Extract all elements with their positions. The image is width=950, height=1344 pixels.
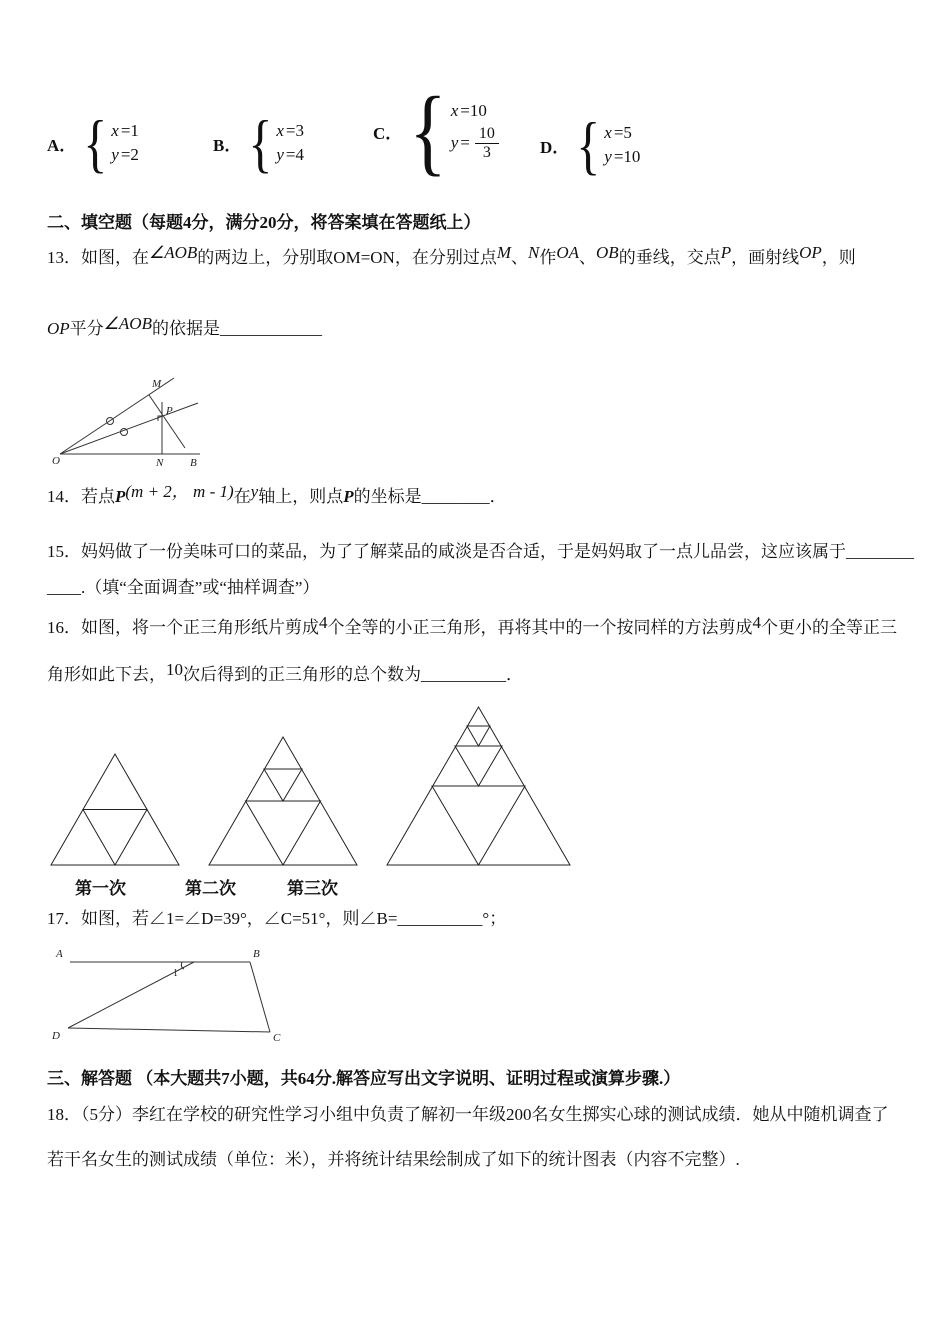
option-d-label: D． bbox=[540, 137, 570, 157]
text-segment: y bbox=[250, 482, 259, 501]
text-segment: OP bbox=[47, 319, 70, 338]
math-var: x bbox=[111, 121, 119, 140]
label-third-cut: 第三次 bbox=[287, 879, 338, 898]
option-b-equations bbox=[276, 121, 304, 165]
fraction-numerator: 10 bbox=[475, 125, 499, 144]
label-B: B bbox=[190, 457, 197, 468]
text-segment: 角形如此下去， bbox=[47, 665, 166, 684]
fraction bbox=[475, 125, 499, 161]
label-M: M bbox=[152, 378, 162, 390]
label-P: P bbox=[166, 405, 173, 417]
text-segment: M bbox=[496, 243, 512, 262]
triangle-cut-2 bbox=[208, 736, 358, 866]
math-var: y bbox=[111, 145, 119, 164]
triangle-cut-1 bbox=[50, 753, 180, 866]
equation bbox=[276, 121, 304, 141]
text-segment: 次后得到的正三角形的总个数为__________． bbox=[183, 665, 523, 684]
option-d bbox=[540, 108, 641, 182]
option-b bbox=[213, 106, 304, 180]
label-N: N bbox=[156, 457, 164, 468]
math-rest: = bbox=[460, 133, 470, 152]
math-var: x bbox=[450, 100, 459, 120]
equation bbox=[276, 145, 304, 165]
text-segment: P bbox=[720, 243, 732, 262]
text-segment: P bbox=[343, 487, 354, 506]
math-rest: =10 bbox=[613, 147, 641, 166]
text-segment: P bbox=[115, 487, 126, 506]
text-segment: 、 bbox=[511, 248, 529, 267]
math-rest: =1 bbox=[120, 121, 139, 140]
text-segment: 13．如图，在 bbox=[47, 248, 149, 267]
label-O: O bbox=[52, 455, 60, 467]
text-segment: 、 bbox=[579, 248, 597, 267]
math-rest: =2 bbox=[120, 145, 139, 164]
option-b-label: B． bbox=[213, 135, 242, 155]
equation bbox=[451, 125, 499, 161]
math-rest: =10 bbox=[460, 100, 487, 120]
text-segment: 在 bbox=[233, 487, 251, 506]
text-segment: N bbox=[528, 243, 540, 262]
question-13-line-2 bbox=[47, 314, 917, 341]
label-A: A bbox=[56, 948, 63, 960]
equation bbox=[604, 147, 640, 167]
text-segment: OP bbox=[799, 243, 822, 262]
label-angle-1: 1 bbox=[173, 968, 178, 979]
math-var: y bbox=[276, 145, 284, 164]
math-var: x bbox=[604, 123, 612, 142]
question-16-line-1 bbox=[47, 613, 917, 640]
brace-glyph: { bbox=[248, 106, 273, 180]
option-c-label: C． bbox=[373, 123, 403, 143]
label-B: B bbox=[253, 948, 260, 960]
question-17-line-1: 17．如图，若∠1=∠D=39°，∠C=51°，则∠B=__________°； bbox=[47, 909, 507, 928]
math-rest: =3 bbox=[285, 121, 304, 140]
text-segment: 的坐标是 bbox=[353, 487, 422, 506]
equation bbox=[111, 121, 139, 141]
math-var: y bbox=[604, 147, 612, 166]
text-segment: (m + 2， m - 1) bbox=[125, 482, 234, 501]
text-segment: 平分 bbox=[69, 319, 104, 338]
text-segment: 作 bbox=[539, 248, 557, 267]
brace-glyph: { bbox=[409, 76, 447, 185]
equation bbox=[604, 123, 640, 143]
section-3-header: 三、解答题 （本大题共7小题，共64分.解答应写出文字说明、证明过程或演算步骤.） bbox=[47, 1069, 681, 1088]
option-a-label: A． bbox=[47, 135, 77, 155]
text-segment: ____________ bbox=[219, 319, 322, 338]
question-13-line-1 bbox=[47, 243, 917, 270]
brace-glyph: { bbox=[576, 108, 601, 182]
text-segment: OA bbox=[556, 243, 580, 262]
text-segment: 的垂线，交点 bbox=[618, 248, 721, 267]
label-D: D bbox=[52, 1030, 60, 1042]
option-c bbox=[373, 76, 499, 185]
math-rest: =4 bbox=[285, 145, 304, 164]
text-segment: ________． bbox=[421, 487, 507, 506]
triangle-cut-3 bbox=[386, 706, 571, 866]
equation bbox=[451, 101, 499, 121]
option-a bbox=[47, 106, 139, 180]
text-segment: 10 bbox=[166, 660, 183, 679]
text-segment: ，则 bbox=[821, 248, 856, 267]
figure-q17-quadrilateral bbox=[52, 944, 302, 1044]
text-segment: ∠AOB bbox=[149, 243, 198, 262]
math-var: y bbox=[450, 133, 459, 152]
option-c-equations bbox=[451, 101, 499, 161]
figure-q13-angle-bisector bbox=[52, 376, 202, 468]
text-segment: 的依据是 bbox=[151, 319, 220, 338]
question-15-line-2: ____.（填“全面调查”或“抽样调查”） bbox=[47, 578, 320, 597]
text-segment: 16．如图，将一个正三角形纸片剪成 bbox=[47, 618, 319, 637]
math-var: x bbox=[276, 121, 284, 140]
question-18-line-1: 18．（5分）李红在学校的研究性学习小组中负责了解初一年级200名女生掷实心球的测试成绩．她从中随机调查了 bbox=[47, 1105, 889, 1124]
text-segment: 个更小的全等正三 bbox=[761, 618, 897, 637]
text-segment: OB bbox=[596, 243, 619, 262]
text-segment: 的两边上，分别取OM=ON，在分别过点 bbox=[197, 248, 497, 267]
question-14-line-1 bbox=[47, 482, 917, 509]
text-segment: ∠AOB bbox=[103, 314, 152, 333]
label-second-cut: 第二次 bbox=[185, 879, 236, 898]
question-16-line-2 bbox=[47, 660, 917, 687]
text-segment: 个全等的小正三角形，再将其中的一个按同样的方法剪成 bbox=[327, 618, 753, 637]
text-segment: ，画射线 bbox=[731, 248, 800, 267]
figure-q16-triangles bbox=[50, 706, 571, 866]
equation bbox=[111, 145, 139, 165]
text-segment: 轴上，则点 bbox=[258, 487, 344, 506]
label-first-cut: 第一次 bbox=[75, 879, 126, 898]
option-a-equations bbox=[111, 121, 139, 165]
brace-glyph: { bbox=[83, 106, 108, 180]
label-C: C bbox=[273, 1032, 281, 1044]
option-d-equations bbox=[604, 123, 640, 167]
section-2-header: 二、填空题（每题4分，满分20分，将答案填在答题纸上） bbox=[47, 213, 481, 232]
question-15-line-1: 15．妈妈做了一份美味可口的菜品，为了了解菜品的咸淡是否合适，于是妈妈取了一点儿品尝，这应该属于________ bbox=[47, 542, 914, 561]
question-18-line-2: 若干名女生的测试成绩（单位：米），并将统计结果绘制成了如下的统计图表（内容不完整）. bbox=[47, 1150, 740, 1169]
figure-q16-labels bbox=[47, 874, 567, 898]
text-segment: 14．若点 bbox=[47, 487, 115, 506]
text-segment: 4 bbox=[319, 613, 328, 632]
text-segment: 4 bbox=[752, 613, 761, 632]
math-rest: =5 bbox=[613, 123, 632, 142]
fraction-denominator: 3 bbox=[482, 143, 491, 161]
